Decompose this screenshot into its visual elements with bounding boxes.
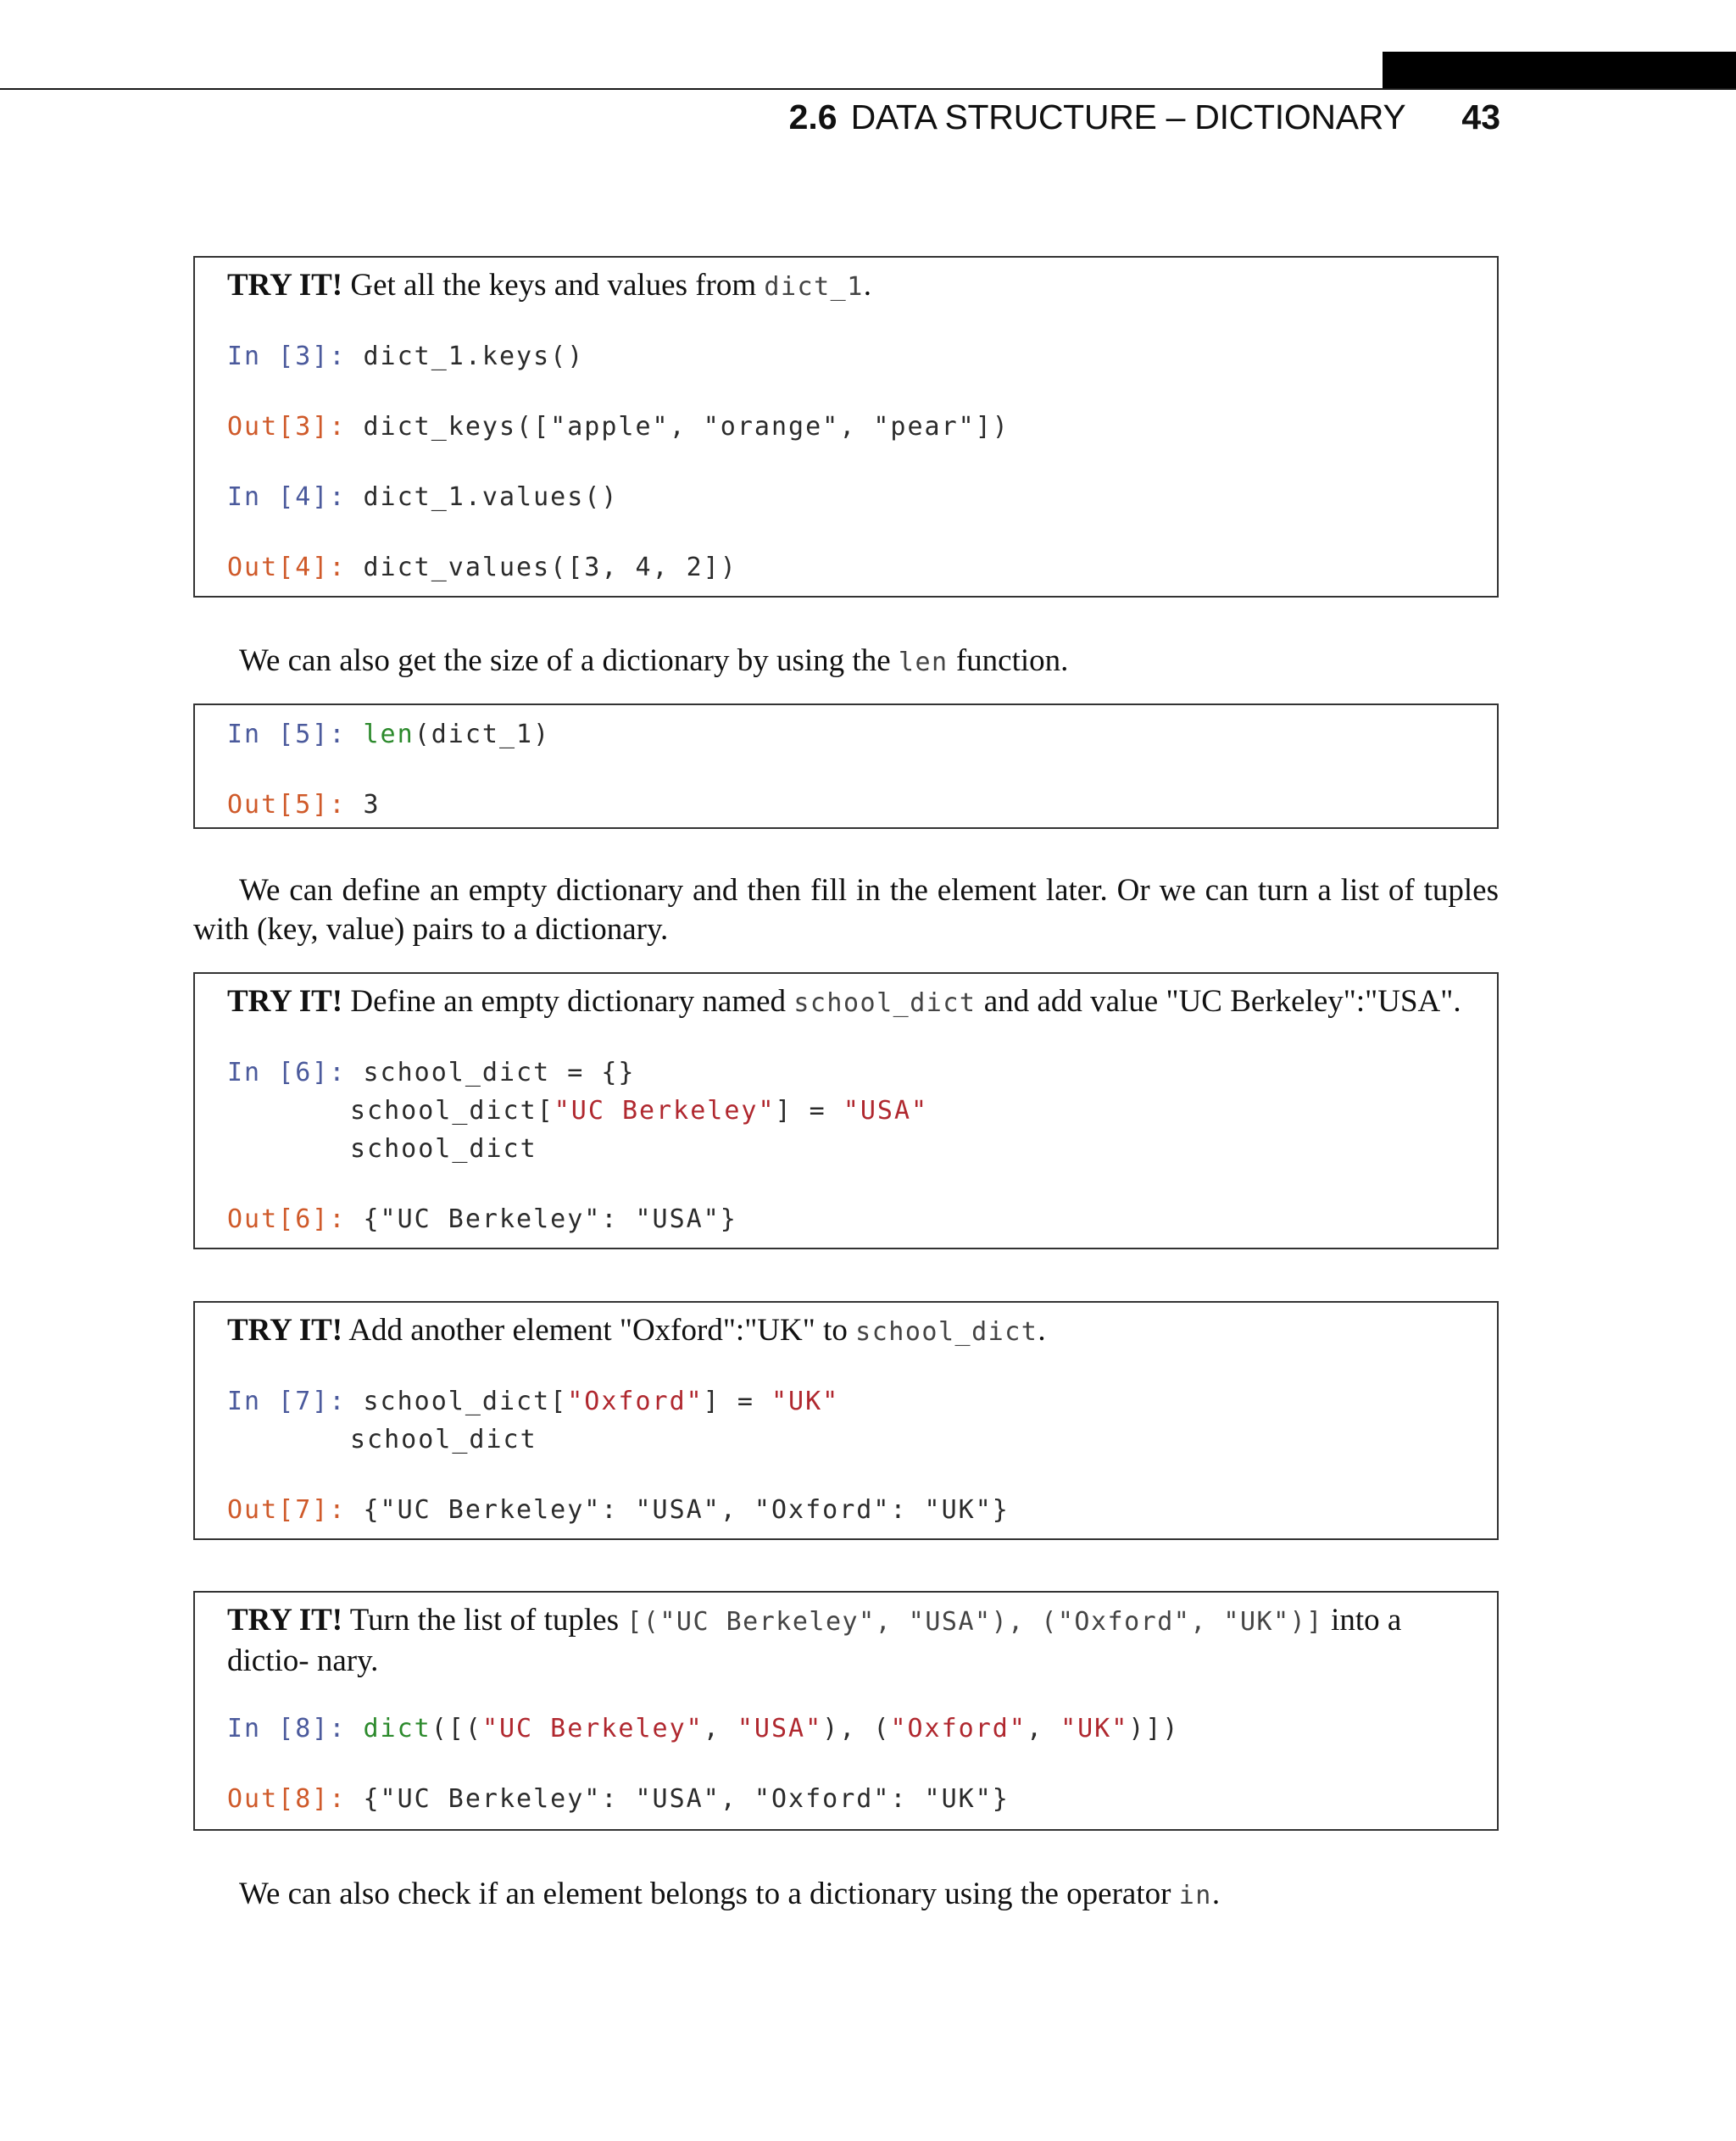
code-line: In [4]: dict_1.values()	[227, 482, 619, 512]
code-line: In [5]: len(dict_1)	[227, 720, 551, 749]
inline-code: school_dict	[793, 988, 976, 1018]
running-head	[763, 92, 1500, 142]
try-it-box-keys-values	[193, 256, 1499, 598]
paragraph-empty-dict: We can define an empty dictionary and then fill in the element later. Or we can turn a list of tuples with (key, value) pairs to a dictionary.	[193, 873, 1499, 947]
try-it-instruction: TRY IT! Add another element "Oxford":"UK" to school_dict.	[227, 1313, 1046, 1348]
inline-code: school_dict	[855, 1317, 1038, 1347]
code-line: school_dict	[350, 1425, 537, 1454]
paragraph-len: We can also get the size of a dictionary by using the len function.	[239, 643, 1069, 678]
code-line: In [7]: school_dict["Oxford"] = "UK"	[227, 1387, 840, 1416]
output-line: Out[3]: dict_keys(["apple", "orange", "pear"])	[227, 412, 1010, 442]
output-line: Out[5]: 3	[227, 790, 381, 820]
try-it-label: TRY IT!	[227, 1313, 343, 1348]
inline-code: dict_1	[764, 272, 864, 302]
inline-code: [("UC Berkeley", "USA"), ("Oxford", "UK")]	[626, 1607, 1323, 1637]
paragraph-in-operator: We can also check if an element belongs to a dictionary using the operator in.	[239, 1877, 1221, 1911]
try-it-label: TRY IT!	[227, 268, 343, 303]
try-it-label: TRY IT!	[227, 984, 343, 1019]
code-line: In [8]: dict([("UC Berkeley", "USA"), ("Oxford", "UK")])	[227, 1714, 1180, 1743]
try-it-instruction: TRY IT! Get all the keys and values from dict_1.	[227, 268, 872, 303]
try-it-label: TRY IT!	[227, 1603, 343, 1638]
code-line: In [6]: school_dict = {}	[227, 1058, 636, 1087]
header-tab-marker	[1383, 52, 1736, 88]
code-line: school_dict["UC Berkeley"] = "USA"	[350, 1096, 929, 1126]
code-box-len	[193, 703, 1499, 829]
code-line: In [3]: dict_1.keys()	[227, 342, 585, 371]
output-line: Out[6]: {"UC Berkeley": "USA"}	[227, 1204, 737, 1234]
output-line: Out[8]: {"UC Berkeley": "USA", "Oxford": "UK"}	[227, 1784, 1010, 1814]
inline-code: len	[898, 648, 949, 677]
section-number: 2.6	[788, 97, 837, 136]
try-it-box-tuples	[193, 1591, 1499, 1831]
code-line: school_dict	[350, 1134, 537, 1164]
try-it-instruction: TRY IT! Define an empty dictionary named school_dict and add value "UC Berkeley":"USA".	[227, 984, 1461, 1019]
try-it-box-add-element	[193, 1301, 1499, 1540]
output-line: Out[4]: dict_values([3, 4, 2])	[227, 553, 737, 582]
output-line: Out[7]: {"UC Berkeley": "USA", "Oxford": "UK"}	[227, 1495, 1010, 1525]
try-it-instruction: TRY IT! Turn the list of tuples [("UC Berkeley", "USA"), ("Oxford", "UK")] into a dictio- nary.	[227, 1603, 1402, 1678]
section-title: DATA STRUCTURE – DICTIONARY	[850, 97, 1406, 136]
page-number: 43	[1461, 97, 1500, 136]
header-rule	[0, 88, 1736, 90]
try-it-box-empty-dict	[193, 972, 1499, 1249]
inline-code: in	[1178, 1881, 1212, 1910]
